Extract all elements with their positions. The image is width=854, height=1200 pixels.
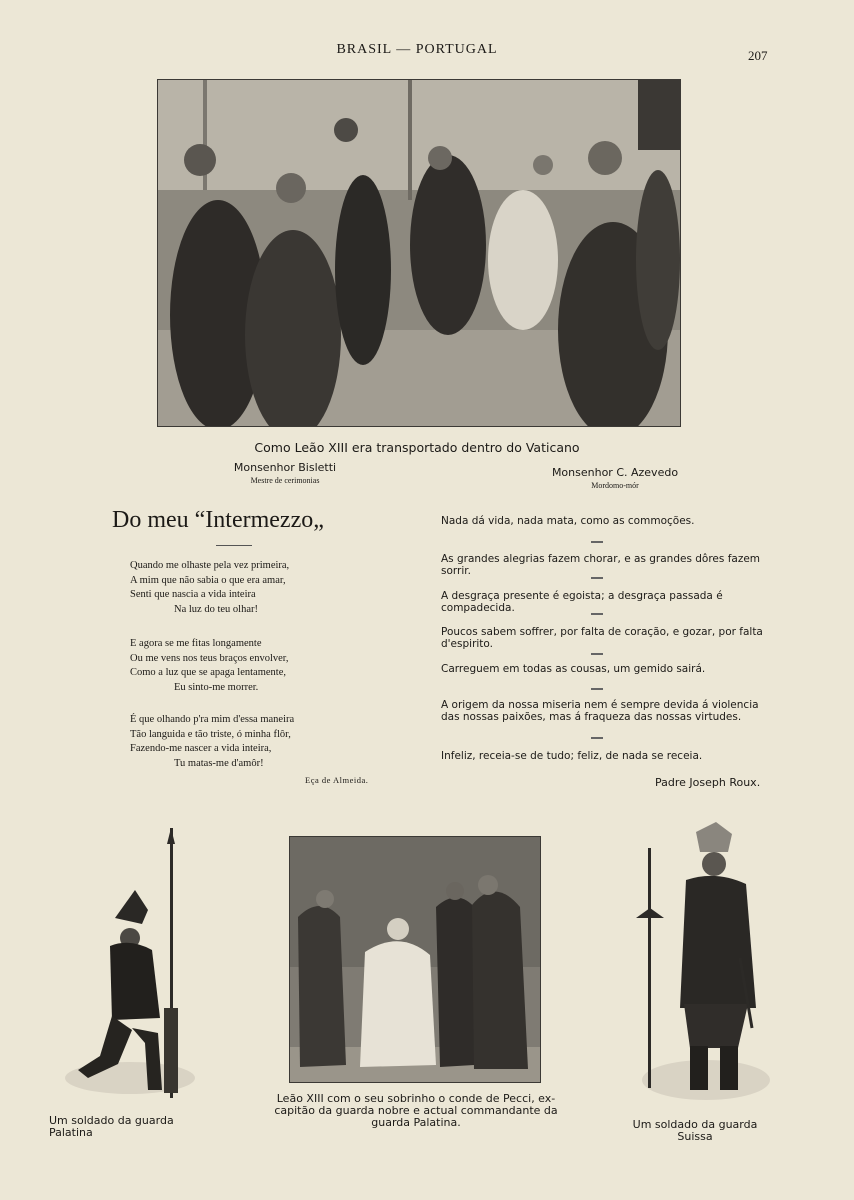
poem-line: Tu matas-me d'amôr! xyxy=(174,757,264,769)
maxim-divider xyxy=(591,737,603,739)
procession-illustration xyxy=(158,80,680,426)
poem-line: A mim que não sabia o que era amar, xyxy=(130,574,286,586)
top-photo-caption: Como Leão XIII era transportado dentro do Vaticano xyxy=(254,440,580,455)
palatine-guard-photo xyxy=(60,828,205,1105)
left-person-role: Mestre de cerimonias xyxy=(250,476,320,485)
page-header: BRASIL — PORTUGAL xyxy=(336,42,498,57)
palatine-soldier-illustration xyxy=(60,828,205,1105)
poem-author: Eça de Almeida. xyxy=(305,775,369,785)
right-person-name: Monsenhor C. Azevedo xyxy=(551,466,679,479)
poem-line: Quando me olhaste pela vez primeira, xyxy=(130,560,290,571)
maxim: Nada dá vida, nada mata, como as commoções. xyxy=(441,515,695,527)
poem-line: Ou me vens nos teus braços envolver, xyxy=(130,652,289,664)
palatine-guard-caption: Um soldado da guarda Palatina xyxy=(49,1114,174,1139)
left-person-name: Monsenhor Bisletti xyxy=(233,461,337,474)
poem-title: Do meu “Intermezzo„ xyxy=(112,507,324,533)
page-number: 207 xyxy=(748,48,768,63)
poem-stanza xyxy=(130,637,289,695)
maxim-divider xyxy=(591,613,603,615)
poem-stanza xyxy=(130,559,289,617)
maxim-divider xyxy=(591,541,603,543)
maxim-divider xyxy=(591,688,603,690)
poem-line: E agora se me fitas longamente xyxy=(130,638,262,649)
maxim-divider xyxy=(591,653,603,655)
poem-line: Tão languida e tão triste, ó minha flôr, xyxy=(130,728,291,740)
right-person-role: Mordomo-mór xyxy=(591,481,639,490)
poem-line: Na luz do teu olhar! xyxy=(174,603,258,615)
swiss-guard-caption: Um soldado da guarda Suissa xyxy=(632,1118,758,1143)
poem-stanza xyxy=(130,713,294,771)
leo-xiii-pecci-caption: Leão XIII com o seu sobrinho o conde de Pecci, ex-capitão da guarda nobre e actual commandante da guarda Palatina. xyxy=(274,1092,558,1129)
poem-line: Como a luz que se apaga lentamente, xyxy=(130,667,286,678)
swiss-soldier-illustration xyxy=(628,818,778,1110)
poem-line: Eu sinto-me morrer. xyxy=(174,681,259,693)
title-rule xyxy=(216,545,252,546)
leo-xiii-illustration xyxy=(290,837,540,1082)
swiss-guard-photo xyxy=(628,818,778,1110)
maxim: A origem da nossa miseria nem é sempre devida á violencia das nossas paixões, mas á fraqueza das nossas virtudes. xyxy=(441,699,759,723)
leo-xiii-pecci-photo xyxy=(289,836,541,1083)
poem-line: Senti que nascia a vida inteira xyxy=(130,589,256,600)
poem-line: Fazendo-me nascer a vida inteira, xyxy=(130,743,272,754)
maxim-divider xyxy=(591,577,603,579)
maxim: Carreguem em todas as cousas, um gemido sairá. xyxy=(441,663,706,675)
maxim: As grandes alegrias fazem chorar, e as grandes dôres fazem sorrir. xyxy=(441,553,761,577)
vatican-procession-photo xyxy=(157,79,681,427)
poem-line: É que olhando p'ra mim d'essa maneira xyxy=(130,714,295,725)
maxims-author: Padre Joseph Roux. xyxy=(655,776,761,789)
maxim: Infeliz, receia-se de tudo; feliz, de nada se receia. xyxy=(441,750,703,762)
maxim: Poucos sabem soffrer, por falta de coração, e gozar, por falta d'espirito. xyxy=(441,626,763,650)
maxim: A desgraça presente é egoista; a desgraça passada é compadecida. xyxy=(441,590,723,614)
